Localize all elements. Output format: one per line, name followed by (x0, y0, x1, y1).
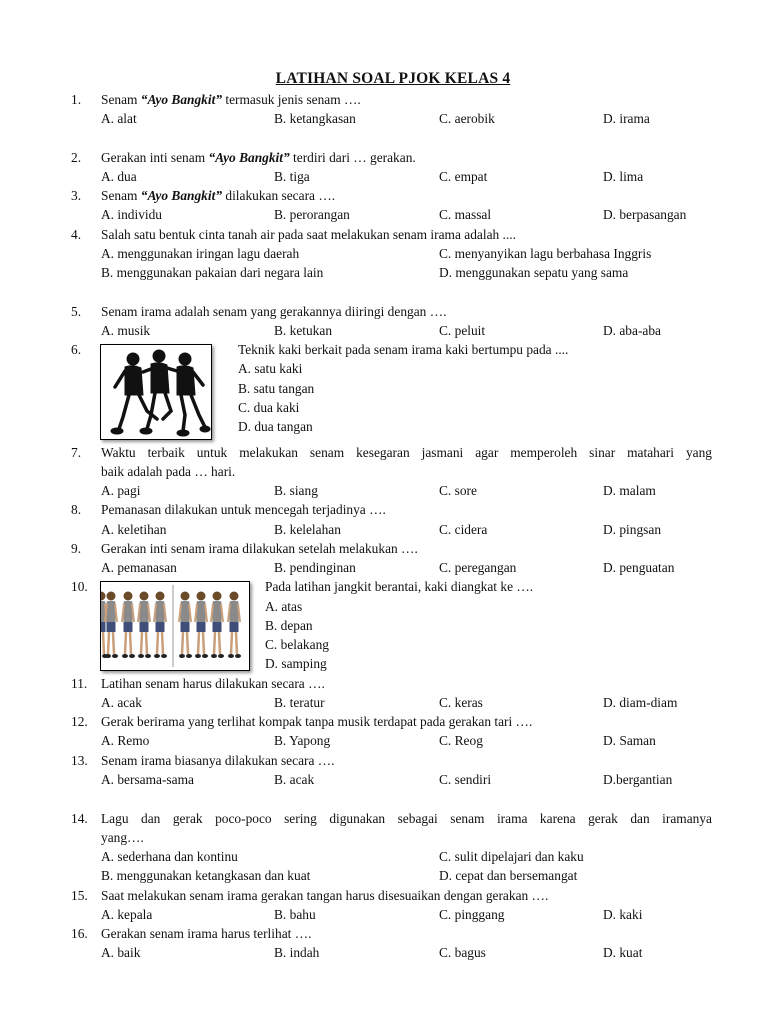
option: B. bahu (274, 907, 316, 922)
option: A. pemanasan (101, 560, 177, 575)
question-text: Pemanasan dilakukan untuk mencegah terjadinya …. (101, 502, 386, 517)
option: B. perorangan (274, 207, 350, 222)
option: C. keras (439, 695, 483, 710)
option: A. musik (101, 323, 151, 338)
option: C. sendiri (439, 772, 492, 787)
question-number: 6. (71, 342, 82, 357)
option: A. bersama-sama (101, 772, 194, 787)
question-text: Latihan senam harus dilakukan secara …. (101, 676, 325, 691)
question-text: Gerakan senam irama harus terlihat …. (101, 926, 312, 941)
option: C. aerobik (439, 111, 495, 126)
option: C. sulit dipelajari dan kaku (439, 849, 584, 864)
option: B. depan (265, 618, 313, 633)
question-text: Pada latihan jangkit berantai, kaki diangkat ke …. (265, 579, 534, 594)
option: D. Saman (603, 733, 656, 748)
option: C. belakang (265, 637, 329, 652)
question-text-continued: baik adalah pada … hari. (101, 464, 236, 479)
question-text: Saat melakukan senam irama gerakan tangan harus disesuaikan dengan gerakan …. (101, 888, 549, 903)
question-number: 12. (71, 714, 88, 729)
option: D. dua tangan (238, 419, 313, 434)
option: D.bergantian (603, 772, 673, 787)
question-number: 2. (71, 150, 82, 165)
question-text: Gerakan inti senam “Ayo Bangkit” terdiri dari … gerakan. (101, 150, 416, 165)
question-text: Lagu dan gerak poco-poco sering digunakan sebagai senam irama karena gerak dan iramanya (101, 811, 712, 826)
question-number: 15. (71, 888, 88, 903)
option: C. empat (439, 169, 488, 184)
option: D. diam-diam (603, 695, 678, 710)
option: B. menggunakan ketangkasan dan kuat (101, 868, 311, 883)
question-text: Teknik kaki berkait pada senam irama kaki bertumpu pada .... (238, 342, 569, 357)
option: B. menggunakan pakaian dari negara lain (101, 265, 324, 280)
option: B. pendinginan (274, 560, 356, 575)
question-text: Senam irama biasanya dilakukan secara …. (101, 753, 335, 768)
option: D. cepat dan bersemangat (439, 868, 578, 883)
option: C. sore (439, 483, 477, 498)
option: A. baik (101, 945, 141, 960)
question-number: 13. (71, 753, 88, 768)
option: C. peluit (439, 323, 486, 338)
option: B. ketukan (274, 323, 333, 338)
option: A. Remo (101, 733, 150, 748)
option: A. satu kaki (238, 361, 303, 376)
jangkit-exercise-image (100, 581, 250, 671)
option: B. ketangkasan (274, 111, 356, 126)
option: A. acak (101, 695, 142, 710)
question-number: 16. (71, 926, 88, 941)
page-title: LATIHAN SOAL PJOK KELAS 4 (275, 70, 511, 87)
option: B. tiga (274, 169, 310, 184)
option: B. siang (274, 483, 318, 498)
option: A. pagi (101, 483, 141, 498)
hooked-leg-exercise-image (100, 344, 212, 440)
option: D. samping (265, 656, 327, 671)
option: A. sederhana dan kontinu (101, 849, 238, 864)
option: D. kuat (603, 945, 643, 960)
option: C. peregangan (439, 560, 517, 575)
option: C. bagus (439, 945, 486, 960)
option: C. massal (439, 207, 492, 222)
option: D. pingsan (603, 522, 662, 537)
option: D. menggunakan sepatu yang sama (439, 265, 629, 280)
question-text: Waktu terbaik untuk melakukan senam kesegaran jasmani agar memperoleh sinar matahari yang (101, 445, 712, 460)
question-text: Senam “Ayo Bangkit” dilakukan secara …. (101, 188, 336, 203)
option: C. cidera (439, 522, 488, 537)
option: B. indah (274, 945, 320, 960)
question-number: 1. (71, 92, 82, 107)
option: D. penguatan (603, 560, 675, 575)
question-number: 3. (71, 188, 82, 203)
option: A. keletihan (101, 522, 167, 537)
option: D. malam (603, 483, 656, 498)
question-number: 9. (71, 541, 82, 556)
option: D. kaki (603, 907, 643, 922)
question-text: Gerak berirama yang terlihat kompak tanpa musik terdapat pada gerakan tari …. (101, 714, 533, 729)
question-number: 10. (71, 579, 88, 594)
option: B. Yapong (274, 733, 331, 748)
option: D. lima (603, 169, 644, 184)
question-number: 4. (71, 227, 82, 242)
question-number: 11. (71, 676, 88, 691)
question-text: Senam “Ayo Bangkit” termasuk jenis senam …. (101, 92, 361, 107)
option: A. kepala (101, 907, 153, 922)
question-text: Senam irama adalah senam yang gerakannya diiringi dengan …. (101, 304, 447, 319)
question-number: 8. (71, 502, 82, 517)
option: C. Reog (439, 733, 483, 748)
option: B. kelelahan (274, 522, 341, 537)
option: A. menggunakan iringan lagu daerah (101, 246, 300, 261)
option: D. berpasangan (603, 207, 687, 222)
question-number: 14. (71, 811, 88, 826)
question-number: 5. (71, 304, 82, 319)
option: B. satu tangan (238, 381, 315, 396)
option: D. irama (603, 111, 650, 126)
option: C. dua kaki (238, 400, 300, 415)
question-number: 7. (71, 445, 82, 460)
option: C. menyanyikan lagu berbahasa Inggris (439, 246, 652, 261)
option: B. acak (274, 772, 315, 787)
option: D. aba-aba (603, 323, 661, 338)
option: A. individu (101, 207, 163, 222)
option: A. atas (265, 599, 303, 614)
question-text-continued: yang…. (101, 830, 144, 845)
option: A. dua (101, 169, 137, 184)
option: B. teratur (274, 695, 325, 710)
option: A. alat (101, 111, 137, 126)
option: C. pinggang (439, 907, 505, 922)
question-text: Gerakan inti senam irama dilakukan setelah melakukan …. (101, 541, 418, 556)
question-text: Salah satu bentuk cinta tanah air pada saat melakukan senam irama adalah .... (101, 227, 516, 242)
